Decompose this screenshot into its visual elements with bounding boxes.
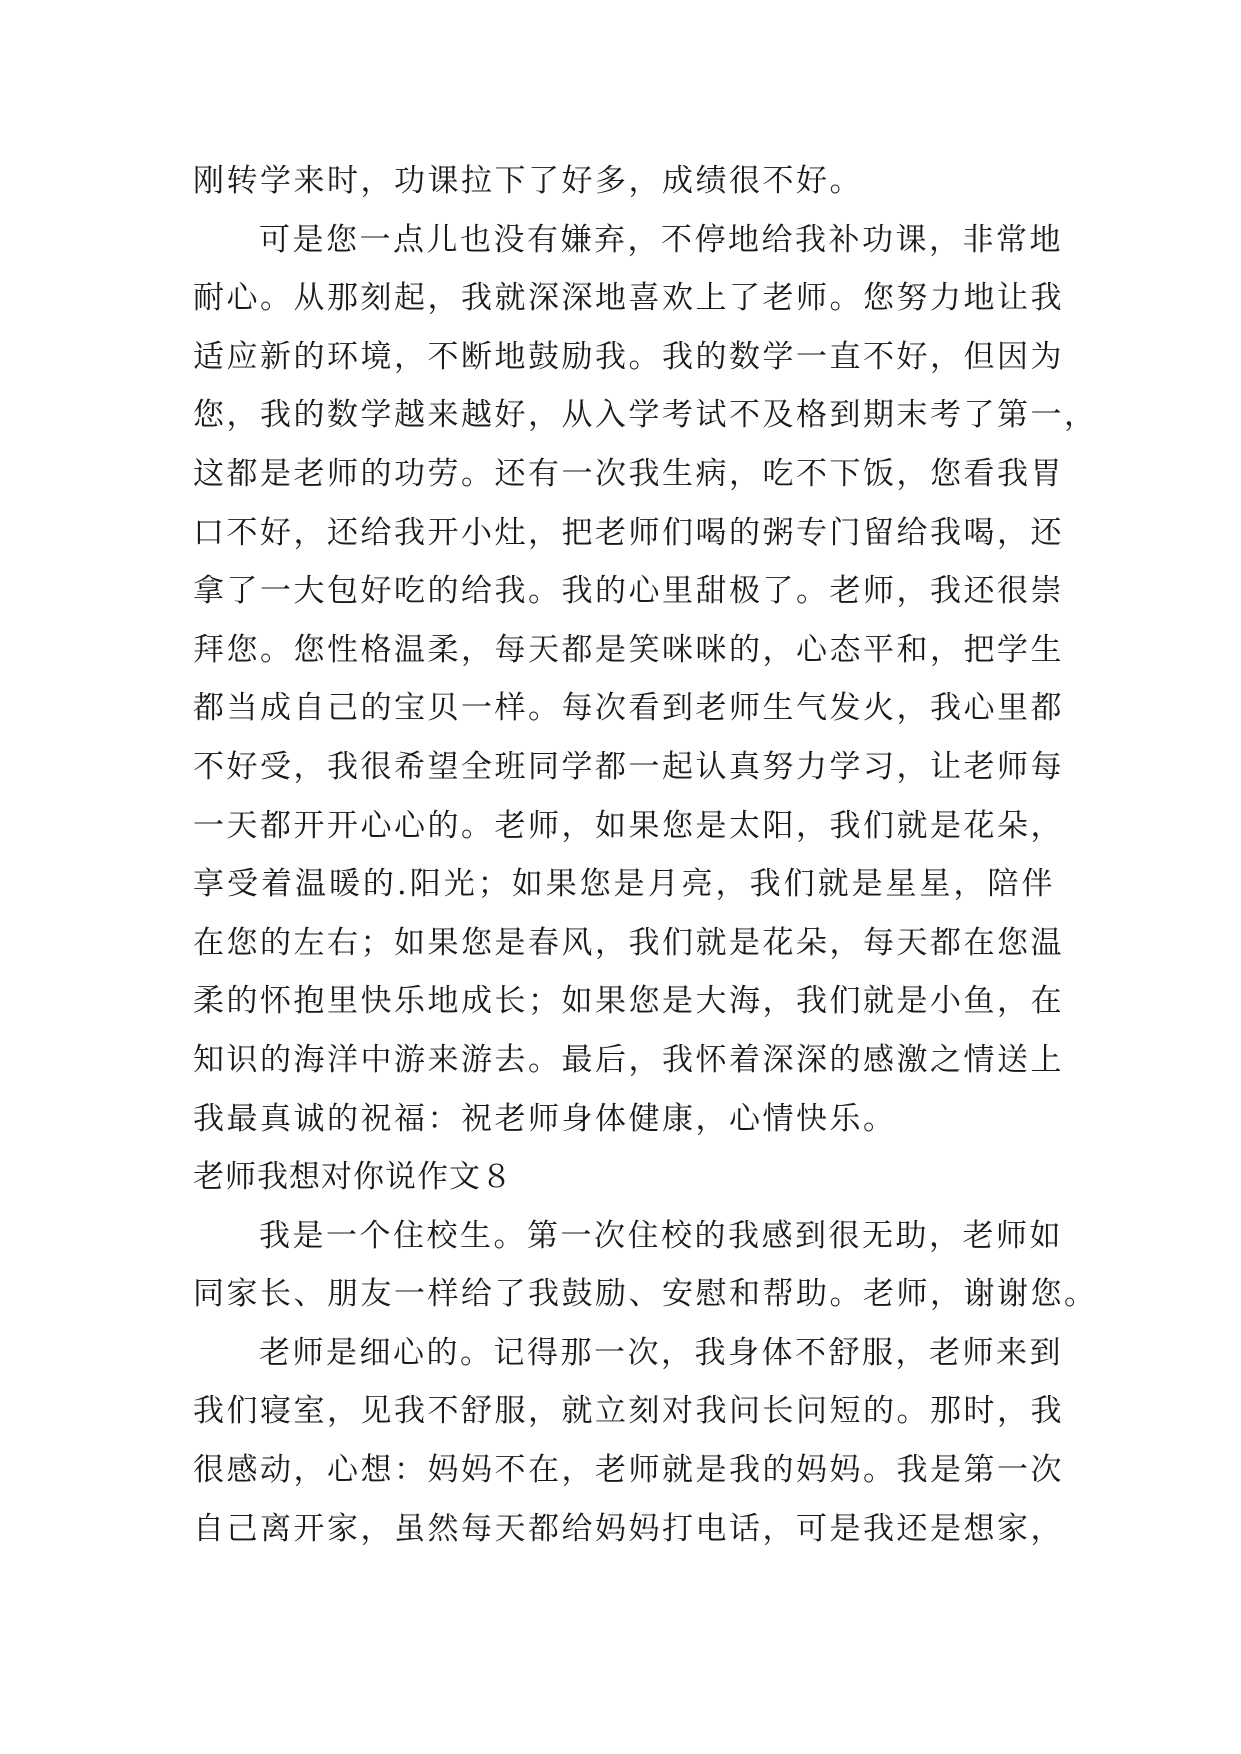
paragraph-line: 这都是老师的功劳。还有一次我生病，吃不下饭，您看我胃 — [193, 455, 1064, 492]
paragraph-line: 很感动，心想：妈妈不在，老师就是我的妈妈。我是第一次 — [193, 1452, 1064, 1489]
paragraph-line: 同家长、朋友一样给了我鼓励、安慰和帮助。老师，谢谢您。 — [193, 1276, 1098, 1313]
paragraph-line: 一天都开开心心的。老师，如果您是太阳，我们就是花朵， — [193, 807, 1064, 844]
paragraph-line: 耐心。从那刻起，我就深深地喜欢上了老师。您努力地让我 — [193, 280, 1064, 317]
paragraph-line: 我是一个住校生。第一次住校的我感到很无助，老师如 — [259, 1217, 1063, 1254]
paragraph-line: 知识的海洋中游来游去。最后，我怀着深深的感激之情送上 — [193, 1041, 1064, 1078]
paragraph-line: 口不好，还给我开小灶，把老师们喝的粥专门留给我喝，还 — [193, 514, 1064, 551]
paragraph-line: 您，我的数学越来越好，从入学考试不及格到期末考了第一， — [193, 397, 1098, 434]
paragraph-line: 柔的怀抱里快乐地成长；如果您是大海，我们就是小鱼，在 — [193, 983, 1064, 1020]
paragraph-line: 可是您一点儿也没有嫌弃，不停地给我补功课，非常地 — [259, 221, 1063, 258]
paragraph-line: 在您的左右；如果您是春风，我们就是花朵，每天都在您温 — [193, 924, 1064, 961]
paragraph-line: 拿了一大包好吃的给我。我的心里甜极了。老师，我还很崇 — [193, 573, 1064, 610]
paragraph-line: 不好受，我很希望全班同学都一起认真努力学习，让老师每 — [193, 748, 1064, 785]
paragraph-line: 拜您。您性格温柔，每天都是笑咪咪的，心态平和，把学生 — [193, 631, 1064, 668]
paragraph-line: 自己离开家，虽然每天都给妈妈打电话，可是我还是想家， — [193, 1510, 1064, 1547]
paragraph-line: 刚转学来时，功课拉下了好多，成绩很不好。 — [193, 163, 863, 199]
document-body — [193, 152, 1098, 1558]
section-heading: 老师我想对你说作文８ — [193, 1159, 513, 1196]
paragraph-line: 老师是细心的。记得那一次，我身体不舒服，老师来到 — [259, 1334, 1063, 1371]
paragraph-line: 都当成自己的宝贝一样。每次看到老师生气发火，我心里都 — [193, 690, 1064, 727]
paragraph-line: 享受着温暖的.阳光；如果您是月亮，我们就是星星，陪伴 — [193, 866, 1055, 903]
paragraph-line: 我最真诚的祝福：祝老师身体健康，心情快乐。 — [193, 1100, 897, 1137]
paragraph-line: 我们寝室，见我不舒服，就立刻对我问长问短的。那时，我 — [193, 1393, 1064, 1430]
paragraph-line: 适应新的环境，不断地鼓励我。我的数学一直不好，但因为 — [193, 338, 1064, 375]
